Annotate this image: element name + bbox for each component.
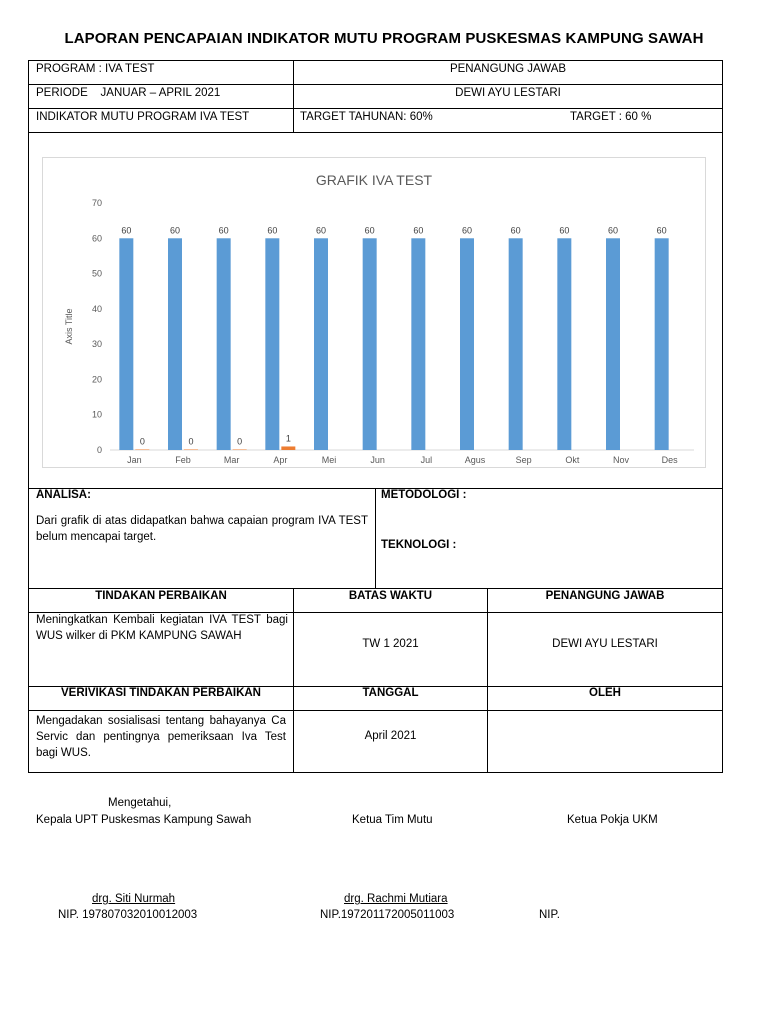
analisa-label: ANALISA: — [36, 489, 91, 501]
x-tick-label: Nov — [612, 455, 630, 465]
bar-series-2 — [135, 450, 149, 451]
bar-series-1 — [217, 238, 231, 450]
indikator-label: INDIKATOR MUTU PROGRAM IVA TEST — [36, 111, 250, 123]
bar-series-1 — [411, 238, 425, 450]
data-label-series-1: 60 — [364, 225, 375, 236]
page-title: LAPORAN PENCAPAIAN INDIKATOR MUTU PROGRAM PUSKESMAS KAMPUNG SAWAH — [64, 30, 704, 47]
bar-series-1 — [509, 238, 523, 450]
bar-series-1 — [119, 238, 133, 450]
x-tick-label: Des — [661, 455, 678, 465]
data-label-series-2: 0 — [237, 436, 243, 447]
x-tick-label: Jul — [420, 455, 433, 465]
target-tahunan: TARGET TAHUNAN: 60% — [300, 111, 433, 123]
x-tick-label: Apr — [273, 455, 288, 465]
analisa-text: Dari grafik di atas didapatkan bahwa capaian program IVA TEST belum mencapai target. — [36, 515, 368, 543]
data-label-series-1: 60 — [169, 225, 181, 236]
verifikasi-row-3 — [487, 710, 723, 773]
y-tick-label: 30 — [91, 339, 102, 350]
signatory-2-name: drg. Rachmi Mutiara — [344, 893, 448, 905]
signatory-3-nip: NIP. — [539, 909, 560, 921]
ketua-tim-title: Ketua Tim Mutu — [352, 814, 433, 826]
y-tick-label: 60 — [91, 233, 102, 244]
data-label-series-1: 60 — [510, 225, 521, 236]
signatory-1-name: drg. Siti Nurmah — [92, 893, 176, 905]
y-tick-label: 20 — [91, 374, 102, 385]
ketua-pokja-title: Ketua Pokja UKM — [567, 814, 658, 826]
metodologi-label: METODOLOGI : — [381, 489, 467, 501]
x-tick-label: Mar — [223, 455, 240, 465]
mengetahui-text: Mengetahui, — [108, 797, 172, 809]
data-label-series-2: 0 — [139, 436, 145, 447]
penanggung-name: DEWI AYU LESTARI — [455, 87, 561, 99]
tindakan-h3: PENANGUNG JAWAB — [545, 590, 665, 602]
chart-title: GRAFIK IVA TEST — [315, 172, 433, 188]
iva-test-chart — [42, 157, 706, 468]
y-tick-label: 70 — [91, 198, 102, 208]
bar-series-2 — [281, 446, 295, 450]
data-label-series-1: 60 — [413, 225, 424, 236]
bar-series-1 — [655, 238, 669, 450]
verifikasi-h2: TANGGAL — [362, 687, 419, 699]
teknologi-label: TEKNOLOGI : — [381, 539, 457, 551]
bar-series-1 — [363, 238, 377, 450]
data-label-series-1: 60 — [315, 225, 327, 236]
x-tick-label: Jan — [127, 455, 142, 465]
y-tick-label: 40 — [91, 303, 102, 314]
verifikasi-h1: VERIVIKASI TINDAKAN PERBAIKAN — [61, 687, 261, 699]
data-label-series-1: 60 — [121, 225, 132, 236]
y-tick-label: 50 — [91, 268, 102, 279]
kepala-title: Kepala UPT Puskesmas Kampung Sawah — [36, 814, 252, 826]
bar-series-1 — [606, 238, 620, 450]
data-label-series-1: 60 — [461, 225, 473, 236]
x-tick-label: Okt — [565, 455, 580, 465]
penanggung-value: DEWI AYU LESTARI — [552, 638, 658, 650]
bar-series-2 — [233, 450, 247, 451]
x-tick-label: Jun — [370, 455, 385, 465]
y-axis-title: Axis Title — [64, 308, 74, 345]
bar-series-1 — [314, 238, 328, 450]
data-label-series-2: 1 — [285, 433, 291, 444]
bar-series-1 — [460, 238, 474, 450]
data-label-series-2: 0 — [188, 436, 194, 447]
bar-series-1 — [557, 238, 571, 450]
data-label-series-1: 60 — [559, 225, 570, 236]
program-label: PROGRAM : IVA TEST — [36, 63, 155, 75]
x-tick-label: Agus — [464, 455, 486, 465]
penanggung-label: PENANGUNG JAWAB — [449, 63, 567, 75]
data-label-series-1: 60 — [267, 225, 278, 236]
data-label-series-1: 60 — [607, 225, 619, 236]
tindakan-text: Meningkatkan Kembali kegiatan IVA TEST bagi WUS wilker di PKM KAMPUNG SAWAH — [36, 614, 288, 642]
y-tick-label: 10 — [91, 409, 102, 420]
bar-series-2 — [184, 450, 198, 451]
signatory-1-nip: NIP. 197807032010012003 — [58, 909, 198, 921]
tindakan-h1: TINDAKAN PERBAIKAN — [95, 590, 227, 602]
batas-waktu-value: TW 1 2021 — [362, 638, 419, 650]
x-tick-label: Mei — [321, 455, 337, 465]
signatory-2-nip: NIP.197201172005011003 — [320, 909, 455, 921]
target-value: TARGET : 60 % — [570, 111, 652, 123]
periode-label: PERIODE JANUAR – APRIL 2021 — [36, 87, 221, 99]
tindakan-h2: BATAS WAKTU — [348, 590, 433, 602]
x-tick-label: Sep — [515, 455, 532, 465]
y-tick-label: 0 — [96, 445, 102, 455]
data-label-series-1: 60 — [218, 225, 229, 236]
bar-series-1 — [168, 238, 182, 450]
data-label-series-1: 60 — [656, 225, 667, 236]
verifikasi-text: Mengadakan sosialisasi tentang bahayanya Ca Servic dan pentingnya pemeriksaan Iva Test bagi WUS. — [36, 715, 286, 759]
bar-series-1 — [265, 238, 279, 450]
verifikasi-h3: OLEH — [589, 687, 621, 699]
x-tick-label: Feb — [175, 455, 191, 465]
tanggal-value: April 2021 — [364, 730, 417, 742]
